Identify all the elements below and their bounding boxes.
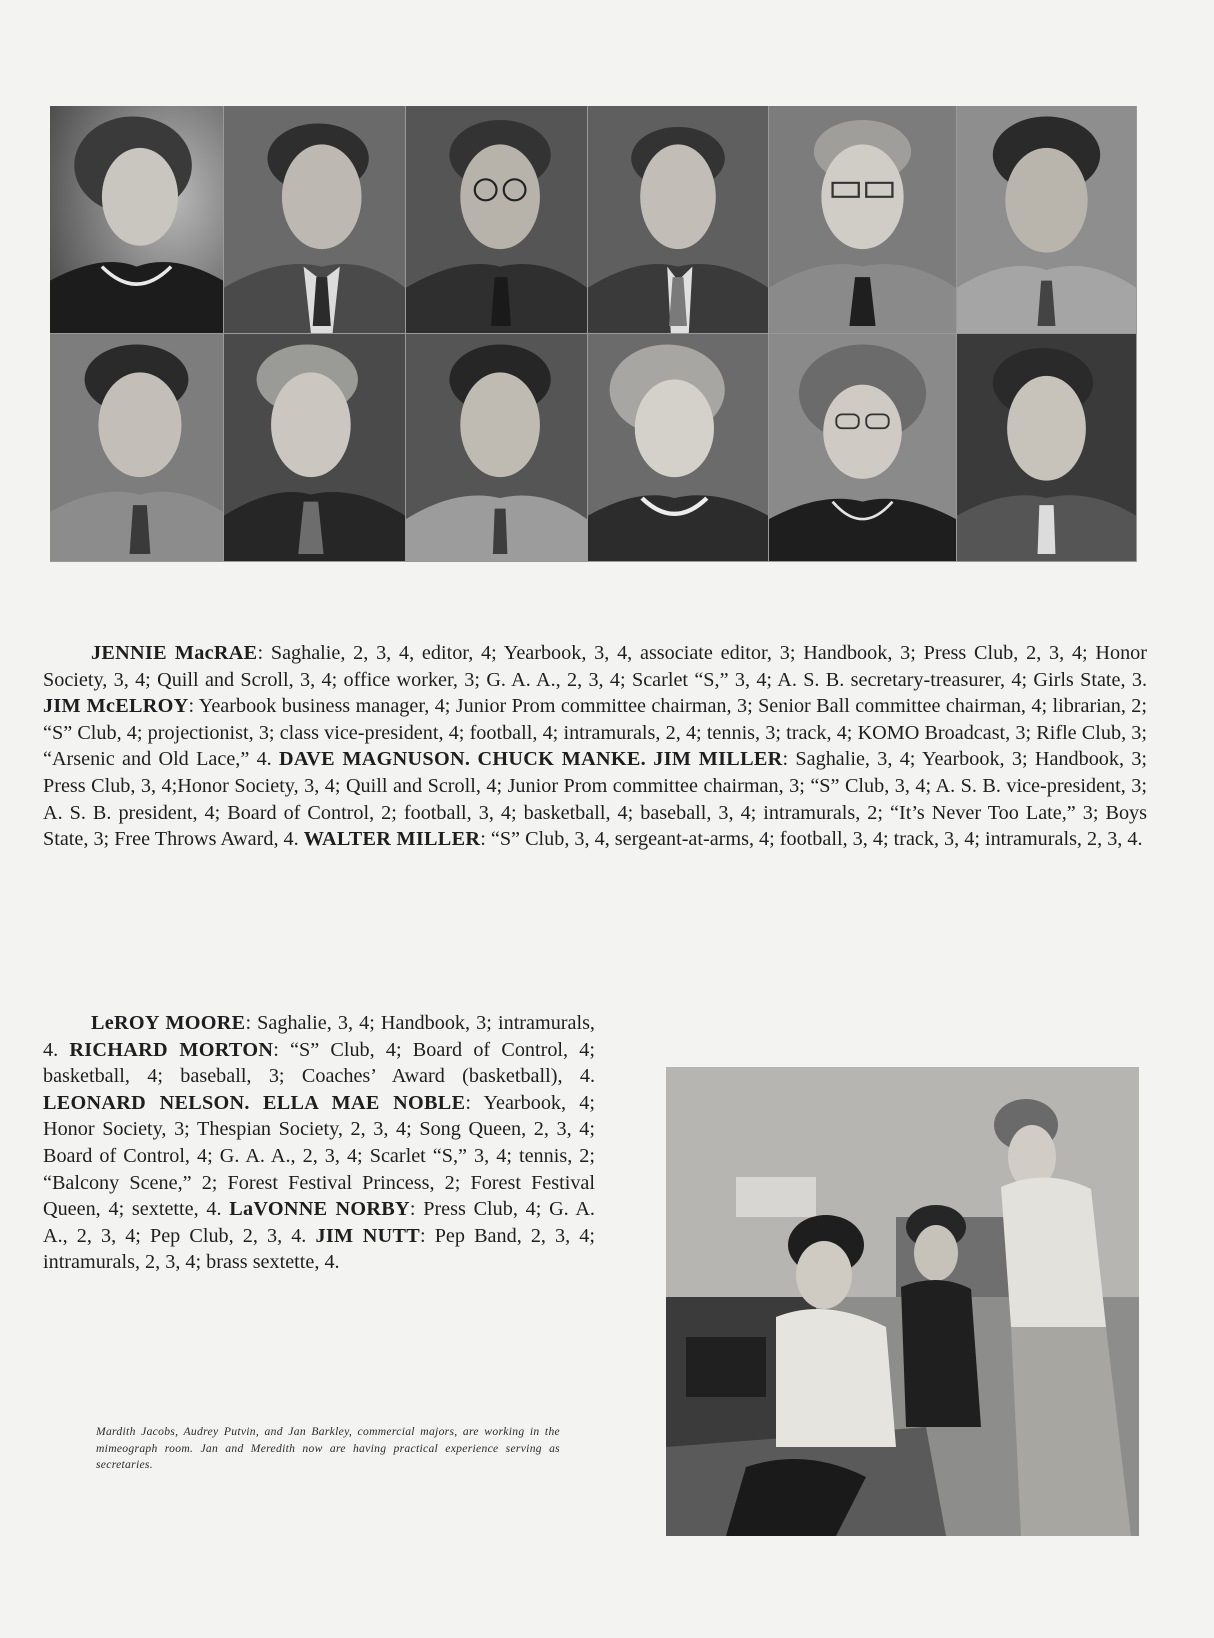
student-activities — [250, 1092, 263, 1114]
student-name: JIM McELROY — [43, 695, 189, 718]
student-name: JENNIE MacRAE — [91, 642, 258, 664]
student-activities: : Yearbook, 4; Honor Society, 3; Thespian Society, 2, 3, 4; Song Queen, 2, 3, 4; Board of Control, 4; G. A. A., 2, 3, 4; Scarlet “S,” 3, 4; tennis, 2; “Balcony Scene,” 2; Forest Festival Princess, 2; Forest Festival Queen, 4; sextette, 4. — [43, 1091, 596, 1221]
portrait-photo — [406, 334, 588, 562]
student-activities: : Saghalie, 3, 4; Handbook, 3; intramurals, 4. — [43, 1012, 595, 1061]
portrait-grid — [50, 106, 1137, 562]
portrait-photo — [50, 334, 224, 562]
mimeograph-room-photo — [666, 1067, 1139, 1536]
portrait-photo — [769, 334, 957, 562]
student-name: DAVE MAGNUSON. — [279, 748, 471, 771]
portrait-photo — [224, 334, 406, 562]
portrait-photo — [957, 334, 1137, 562]
portrait-photo — [406, 106, 588, 334]
student-activities: : Saghalie, 2, 3, 4, editor, 4; Yearbook, 3, 4, associate editor, 3; Handbook, 3; Press Club, 2, 3, 4; Honor Society, 3, 4; Quill and Scroll, 3, 4; office worker, 3; G. A. A., 2, 3, 4; Scarlet “S,” 3, 4; A. S. B. secretary-treasurer, 4; Girls State, 3. — [43, 642, 1148, 691]
student-name: LaVONNE NORBY — [229, 1198, 410, 1221]
student-activities: : “S” Club, 3, 4, sergeant-at-arms, 4; football, 3, 4; track, 3, 4; intramurals, 2, 3, 4. — [480, 828, 1143, 851]
student-name: ELLA MAE NOBLE — [263, 1091, 466, 1114]
photo-caption: Mardith Jacobs, Audrey Putvin, and Jan Barkley, commercial majors, are working in the mimeograph room. Jan and Meredith now are having practical experience serving as secretaries. — [96, 1425, 560, 1471]
student-activities — [470, 748, 477, 770]
portrait-photo — [50, 106, 224, 334]
portrait-photo — [588, 106, 769, 334]
student-name: LeROY MOORE — [91, 1012, 246, 1034]
student-activities: : Press Club, 4; G. A. A., 2, 3, 4; Pep Club, 2, 3, 4. — [43, 1198, 595, 1247]
student-name: CHUCK MANKE. — [477, 748, 646, 771]
bio-paragraph-main — [43, 640, 1147, 853]
student-activities: : Saghalie, 3, 4; Yearbook, 3; Handbook, 3; Press Club, 3, 4;Honor Society, 3, 4; Quill and Scroll, 4; Junior Prom committee chairman, 3; “S” Club, 3, 4; A. S. B. vice-president, 3; A. S. B. president, 4; Board of Control, 2; football, 3, 4; basketball, 4; baseball, 3, 4; intramurals, 2; “It’s Never Too Late,” 3; Boys State, 3; Free Throws Award, 4. — [43, 748, 1148, 851]
student-activities: : Yearbook business manager, 4; Junior Prom committee chairman, 3; Senior Ball committee chairman, 4; librarian, 2; “S” Club, 4; projectionist, 3; class vice-president, 4; football, 4; intramurals, 2, 4; tennis, 3; track, 4; KOMO Broadcast, 3; Rifle Club, 3; “Arsenic and Old Lace,” 4. — [43, 695, 1148, 771]
portrait-photo — [769, 106, 957, 334]
student-name: RICHARD MORTON — [69, 1038, 274, 1061]
portrait-photo — [957, 106, 1137, 334]
student-activities: : Pep Band, 2, 3, 4; intramurals, 2, 3, 4; brass sextette, 4. — [43, 1224, 595, 1274]
student-activities: : “S” Club, 4; Board of Control, 4; basketball, 4; baseball, 3; Coaches’ Award (basketball), 4. — [43, 1038, 595, 1088]
student-name: WALTER MILLER — [303, 828, 481, 851]
student-name: JIM NUTT — [315, 1224, 421, 1247]
student-name: LEONARD NELSON. — [43, 1091, 250, 1114]
portrait-photo — [588, 334, 769, 562]
student-name: JIM MILLER — [653, 748, 783, 771]
portrait-photo — [224, 106, 406, 334]
bio-paragraph-second — [43, 1010, 595, 1276]
